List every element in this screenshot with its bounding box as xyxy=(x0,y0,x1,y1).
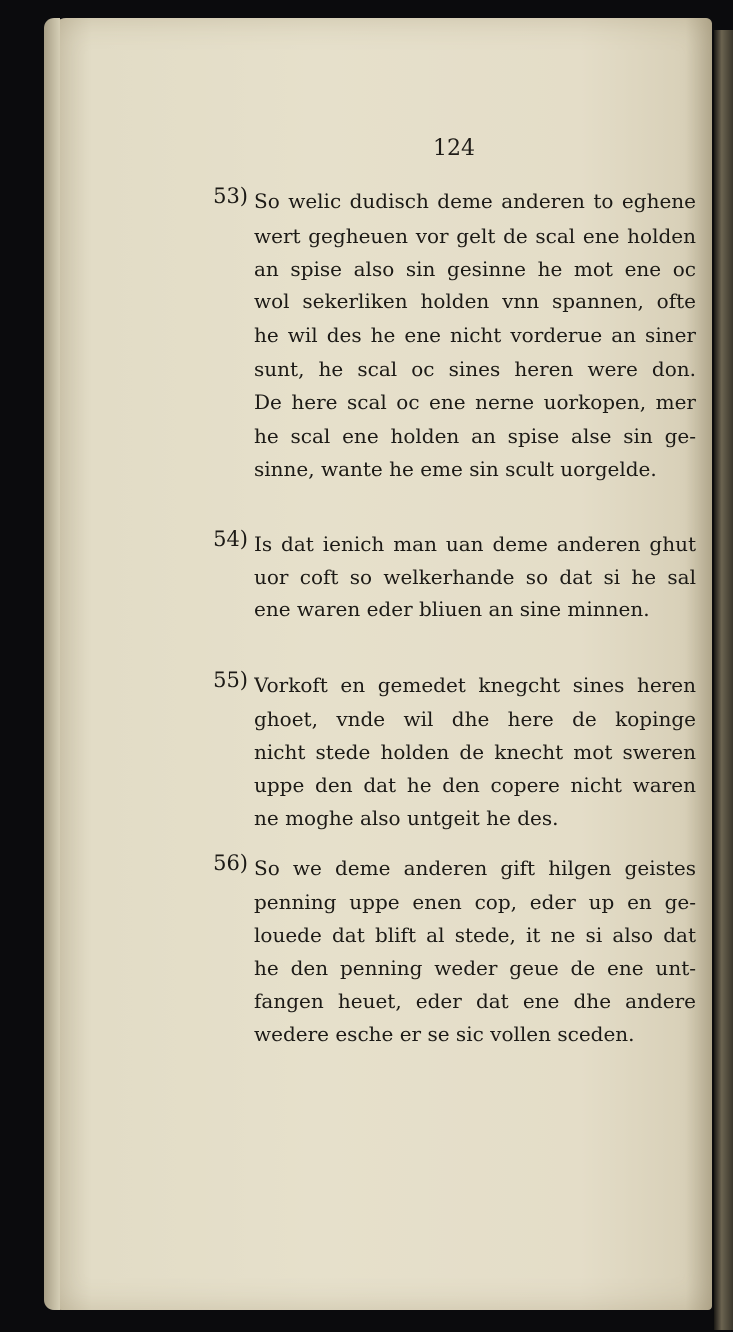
entry-line: uor coft so welkerhande so dat si he sal xyxy=(254,565,696,589)
entry-line: uppe den dat he den copere nicht waren xyxy=(254,773,696,797)
entry-line: So welic dudisch deme anderen to eghene xyxy=(254,189,696,213)
entry-line: penning uppe enen cop, eder up en ge- xyxy=(254,890,696,914)
entry-line: wedere esche er se sic vollen sceden. xyxy=(254,1022,635,1046)
entry-line: he scal ene holden an spise alse sin ge- xyxy=(254,424,696,448)
entry-number: 54) xyxy=(213,527,248,551)
entry-number: 53) xyxy=(213,184,248,208)
entry-line: ne moghe also untgeit he des. xyxy=(254,806,559,830)
entry-number: 55) xyxy=(213,668,248,692)
entry-line: sunt, he scal oc sines heren were don. xyxy=(254,357,696,381)
entry-line: he den penning weder geue de ene unt- xyxy=(254,956,696,980)
entry-line: sinne, wante he eme sin scult uorgelde. xyxy=(254,457,657,481)
entry-line: ghoet, vnde wil dhe here de kopinge xyxy=(254,707,696,731)
entry-line: he wil des he ene nicht vorderue an siner xyxy=(254,323,696,347)
entry-line: Vorkoft en gemedet knegcht sines heren xyxy=(254,673,696,697)
entry-line: an spise also sin gesinne he mot ene oc xyxy=(254,257,696,281)
entry-line: wert gegheuen vor gelt de scal ene holden xyxy=(254,224,696,248)
entry-line: Is dat ienich man uan deme anderen ghut xyxy=(254,532,696,556)
entry-line: ene waren eder bliuen an sine minnen. xyxy=(254,597,650,621)
entry-line: nicht stede holden de knecht mot sweren xyxy=(254,740,696,764)
entry-line: fangen heuet, eder dat ene dhe andere xyxy=(254,989,696,1013)
page-number: 124 xyxy=(433,136,475,161)
entry-line: louede dat blift al stede, it ne si also dat xyxy=(254,923,696,947)
entry-line: De here scal oc ene nerne uorkopen, mer xyxy=(254,390,696,414)
entry-number: 56) xyxy=(213,851,248,875)
entry-line: wol sekerliken holden vnn spannen, ofte xyxy=(254,289,696,313)
book-spine-edge xyxy=(714,30,733,1330)
entry-line: So we deme anderen gift hilgen geistes xyxy=(254,856,696,880)
